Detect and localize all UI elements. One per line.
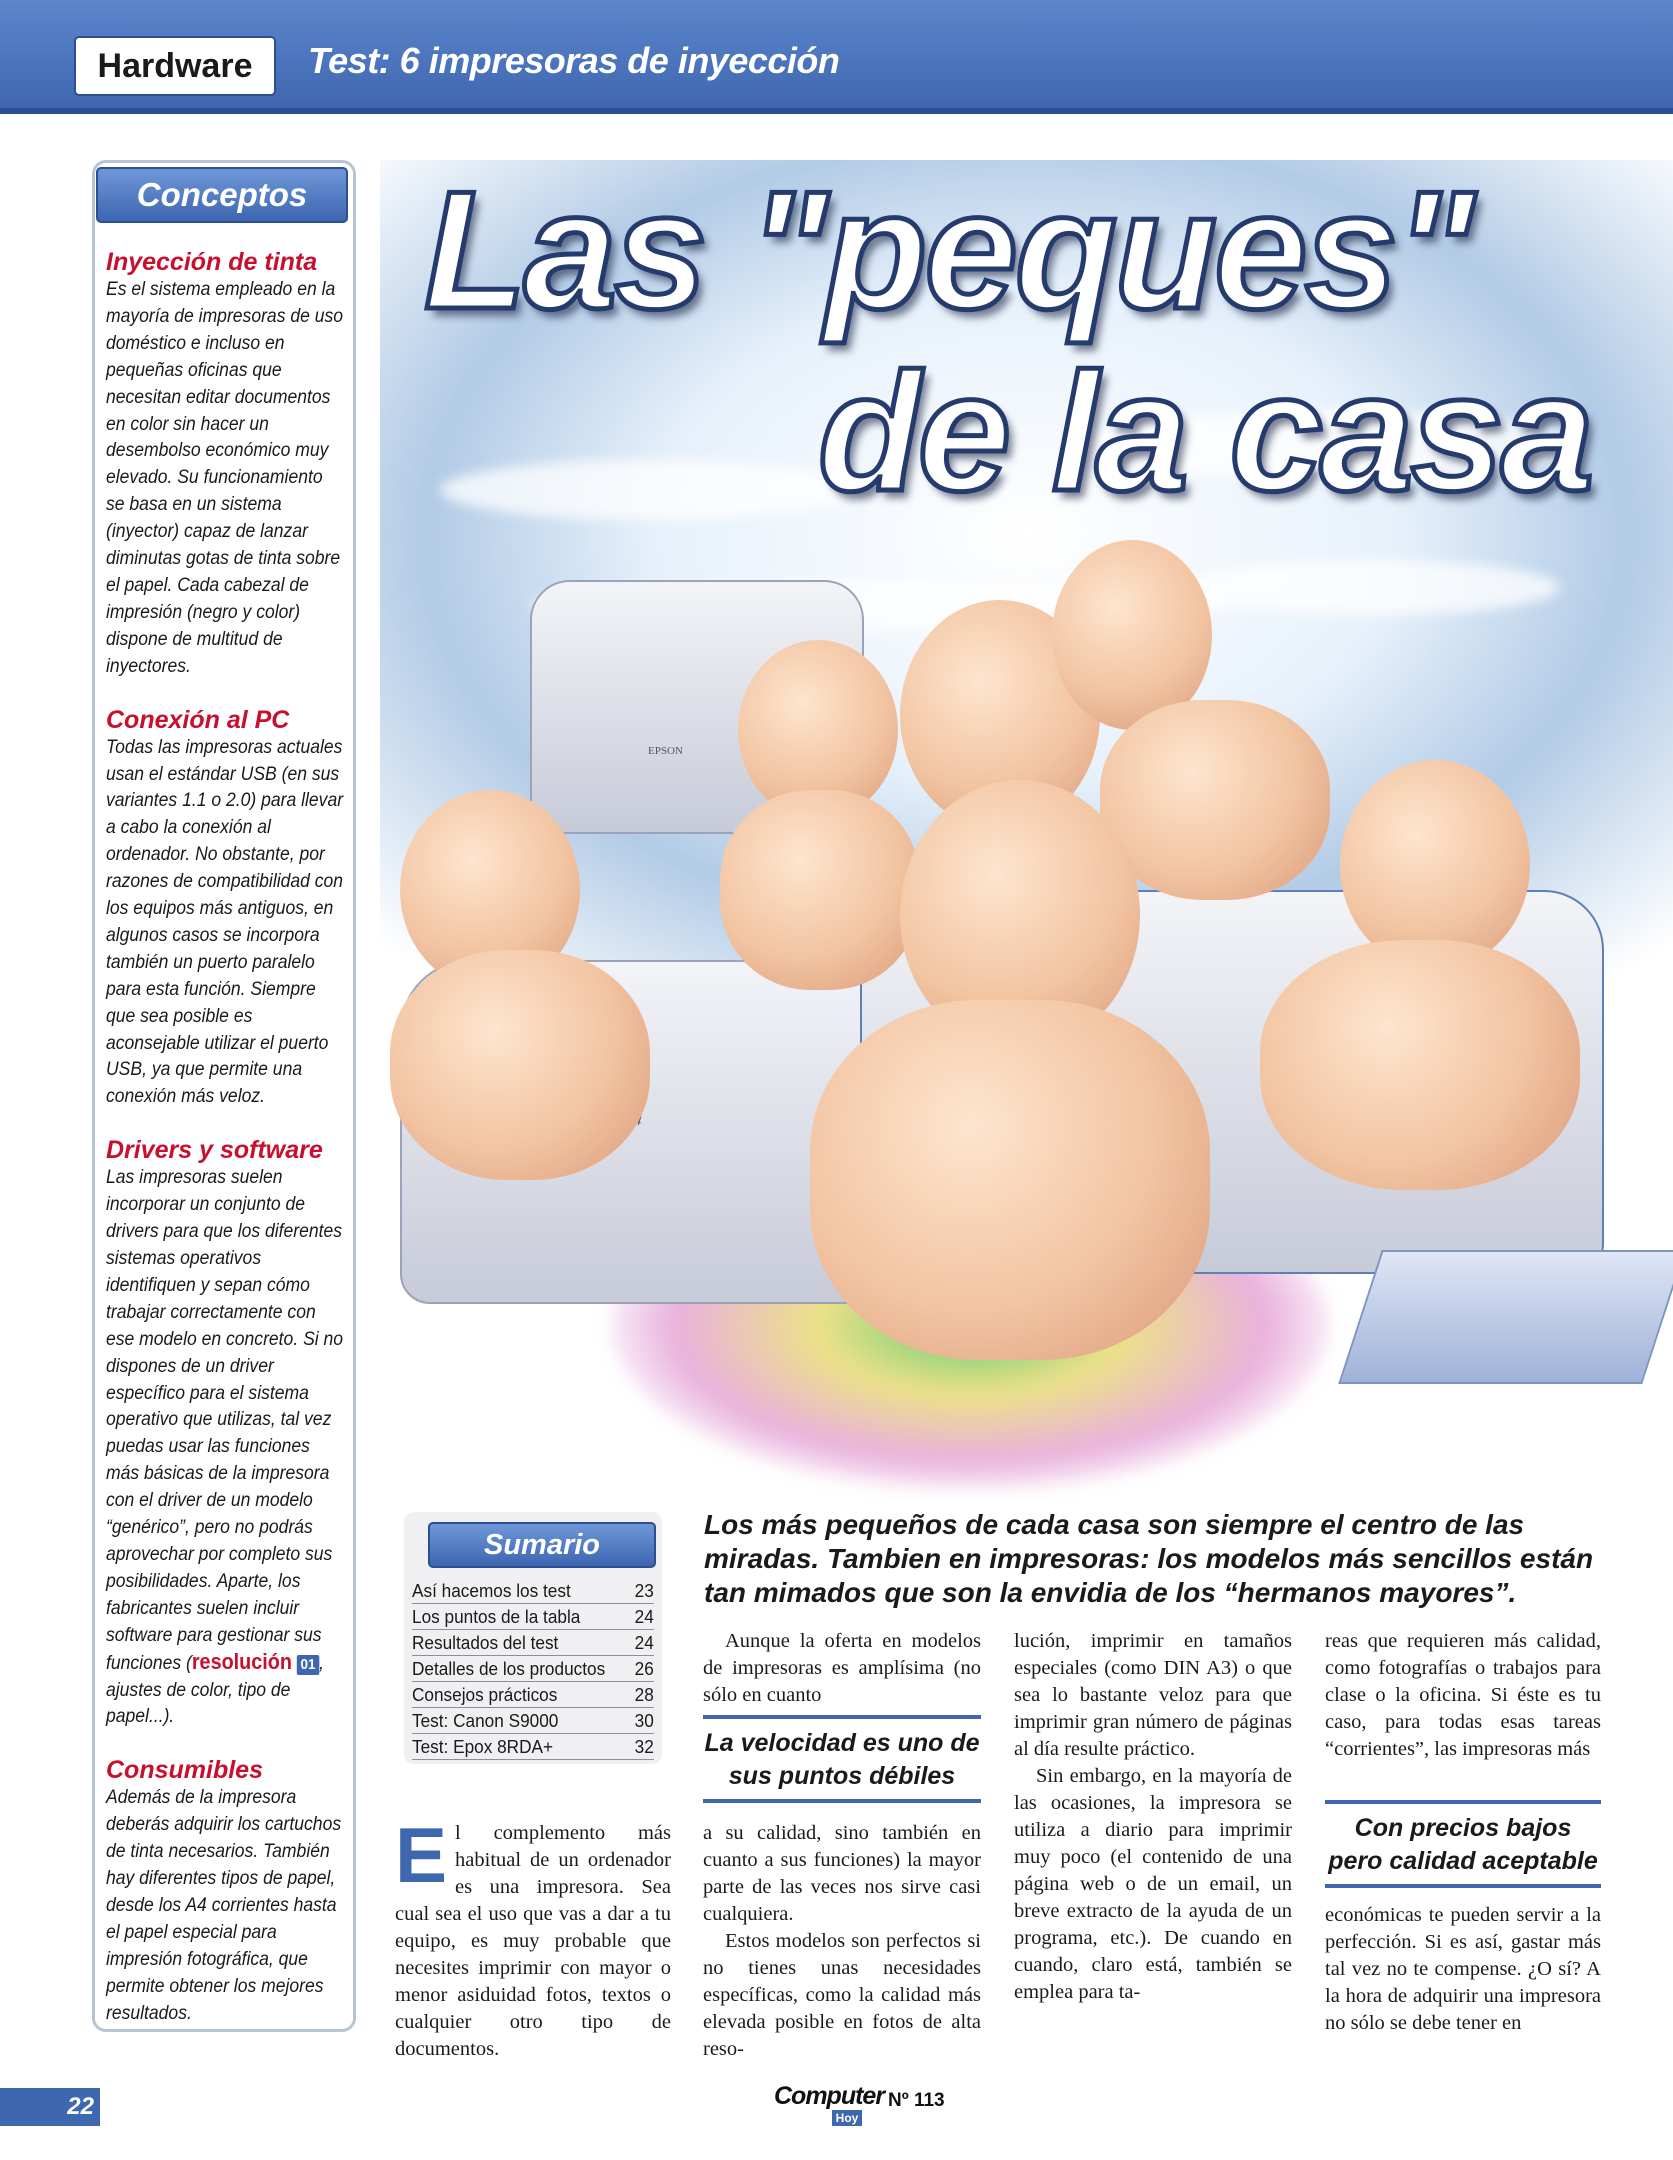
summary-item[interactable] [412, 1708, 654, 1734]
brand-logo: Computer [774, 2082, 885, 2110]
drop-cap: E [395, 1811, 448, 1899]
summary-item-page: 32 [634, 1736, 654, 1757]
baby-left-body [390, 950, 650, 1180]
brand-logo-sub: Hoy [832, 2110, 862, 2126]
concept-heading: Conexión al PC [106, 705, 290, 734]
summary-item-label: Test: Epox 8RDA+ [412, 1736, 554, 1757]
summary-item-label: Consejos prácticos [412, 1684, 558, 1705]
resolution-link[interactable]: resolución [191, 1648, 292, 1674]
concept-heading: Drivers y software [106, 1136, 323, 1165]
header-title: Test: 6 impresoras de inyección [308, 40, 840, 81]
summary-item-page: 28 [634, 1684, 654, 1705]
body-column-4-lower [1325, 1902, 1601, 2037]
body-column-2-lower [703, 1820, 981, 2063]
summary-item[interactable] [412, 1578, 654, 1604]
summary-list [412, 1578, 654, 1760]
body-text: Aunque la oferta en modelos de impresoras es amplísima (no sólo en cuanto [703, 1630, 981, 1706]
concept-text: Es el sistema empleado en la mayoría de impresoras de uso doméstico e incluso en pequeñas oficinas que necesitan editar documentos en color sin hacer un desembolso económico muy elevado. Su funcionamiento se basa en un sistema (inyector) capaz de lanzar diminutas gotas de tinta sobre el papel. Cada cabezal de impresión (negro y color) dispone de multitud de inyectores. [106, 278, 344, 677]
concept-text-drivers [106, 1164, 345, 1730]
body-text: a su calidad, sino también en cuanto a sus funciones) la mayor parte de las veces nos sirve casi cualquiera. [703, 1822, 981, 1925]
summary-item-label: Resultados del test [412, 1632, 559, 1653]
hero-title-line1: Las "peques" [424, 160, 1472, 344]
summary-item-label: Test: Canon S9000 [412, 1710, 559, 1731]
summary-item-label: Así hacemos los test [412, 1580, 571, 1601]
concepts-tag: Conceptos [96, 167, 348, 223]
summary-item-page: 24 [634, 1632, 654, 1653]
body-text: económicas te pueden servir a la perfección. Si es así, gastar más tal vez no te compense. ¿O sí? A la hora de adquirir una impresora no sólo se debe tener en [1325, 1904, 1601, 2034]
concepts-body [106, 248, 346, 2052]
summary-tag: Sumario [428, 1522, 656, 1568]
article-lead: Los más pequeños de cada casa son siempre el centro de las miradas. Tambien en impresoras: los modelos más sencillos están tan mimados que son la envidia de los “hermanos mayores”. [704, 1509, 1594, 1608]
baby-right [1340, 760, 1530, 970]
hero-title-line2: de la casa [818, 338, 1592, 526]
intertitle-price: Con precios bajos pero calidad aceptable [1325, 1800, 1601, 1888]
summary-item-label: Los puntos de la tabla [412, 1606, 581, 1627]
concept-text-tail: , ajustes de color, tipo de papel...). [106, 1651, 324, 1728]
baby-top-left-body [720, 790, 920, 990]
body-column-4 [1325, 1628, 1601, 1763]
body-text: lución, imprimir en tamaños especiales (como DIN A3) o que sea lo bastante veloz para que imprimir gran número de páginas al día resulte práctico. [1014, 1630, 1292, 1760]
concept-heading: Inyección de tinta [106, 248, 318, 276]
section-label: Hardware [74, 36, 276, 96]
summary-item[interactable] [412, 1630, 654, 1656]
body-column-1 [395, 1811, 671, 2063]
hero-illustration [380, 160, 1673, 1500]
summary-item-label: Detalles de los productos [412, 1658, 606, 1679]
summary-item-page: 23 [634, 1580, 654, 1601]
body-text: Estos modelos son perfectos si no tienes unas necesidades específicas, como la calidad más elevada posible en fotos de alta reso- [703, 1930, 981, 2060]
summary-item[interactable] [412, 1682, 654, 1708]
concept-text: Todas las impresoras actuales usan el estándar USB (en sus variantes 1.1 o 2.0) para llevar a cabo la conexión al ordenador. No obstante, por razones de compatibilidad con los equipos más antiguos, en algunos casos se incorpora también un puerto paralelo para esta función. Siempre que sea posible es aconsejable utilizar el puerto USB, ya que permite una conexión más veloz. [106, 735, 344, 1108]
printer-label-epson: EPSON [648, 745, 683, 757]
concept-text: Además de la impresora deberás adquirir los cartuchos de tinta necesarios. También hay diferentes tipos de papel, desde los A4 corrientes hasta el papel especial para impresión fotográfica, que permite obtener los mejores resultados. [106, 1786, 342, 2024]
body-text: Sin embargo, en la mayoría de las ocasiones, la impresora se utiliza a diario para imprimir muy poco (el contenido de una página web o de un email, un breve extracto de la ayuda de un programa, etc.). De cuando en cuando, claro está, también se emplea para ta- [1014, 1765, 1292, 2003]
concept-text: Las impresoras suelen incorporar un conjunto de drivers para que los diferentes sistemas operativos identifiquen y sepan cómo trabajar correctamente con ese modelo en concreto. Si no dispones de un driver específico para el sistema operativo que utilizas, tal vez puedas usar las funciones más básicas de la impresora con el driver de un modelo “genérico”, pero no podrás aprovechar por completo sus posibilidades. Aparte, los fabricantes suelen incluir software para gestionar sus funciones ( [106, 1166, 344, 1674]
summary-item[interactable] [412, 1734, 654, 1760]
concept-heading: Consumibles [106, 1756, 263, 1785]
paper-tray [1338, 1250, 1673, 1384]
summary-item[interactable] [412, 1604, 654, 1630]
issue-number: Nº 113 [888, 2090, 945, 2111]
intertitle-speed: La velocidad es uno de sus puntos débiles [703, 1715, 981, 1803]
baby-top-right-body [1100, 700, 1330, 900]
summary-item-page: 26 [634, 1658, 654, 1679]
summary-item-page: 24 [634, 1606, 654, 1627]
summary-item-page: 30 [634, 1710, 654, 1731]
summary-item[interactable] [412, 1656, 654, 1682]
body-column-2 [703, 1628, 981, 1709]
reference-badge: 01 [297, 1655, 319, 1675]
baby-front-body [810, 1000, 1210, 1360]
baby-right-body [1260, 940, 1580, 1190]
body-column-3 [1014, 1628, 1292, 2006]
page-number: 22 [0, 2088, 100, 2126]
body-text: l complemento más habitual de un ordenador es una impresora. Sea cual sea el uso que vas a dar a tu equipo, es muy probable que necesites imprimir con mayor o menor asiduidad fotos, textos o cualquier otro tipo de documentos. [395, 1822, 671, 2060]
body-text: reas que requieren más calidad, como fotografías o trabajos para clase o la oficina. Si éste es tu caso, para todas esas tareas “corrientes”, las impresoras más [1325, 1630, 1601, 1760]
